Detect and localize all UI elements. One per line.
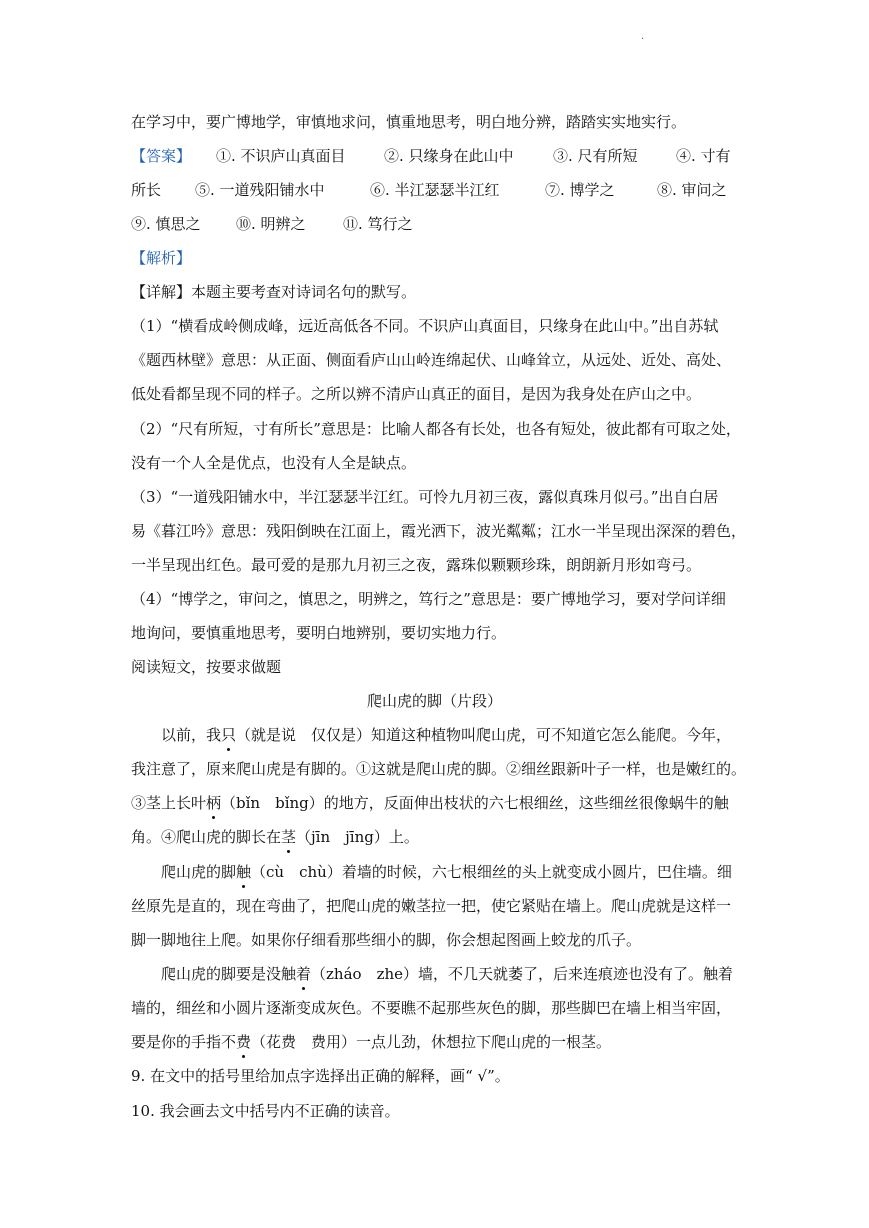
passage-line: 爬山虎的脚触（cù chù）着墙的时候，六七根细丝的头上就变成小圆片，巴住墙。细 bbox=[161, 863, 732, 881]
passage-line: 墙的，细丝和小圆片逐渐变成灰色。不要瞧不起那些灰色的脚，那些脚巴在墙上相当牢固， bbox=[131, 999, 732, 1017]
passage-line: 爬山虎的脚要是没触着（zháo zhe）墙，不几天就萎了，后来连痕迹也没有了。触着 bbox=[161, 965, 734, 983]
detail-line: 一半呈现出红色。最可爱的是那九月初三之夜，露珠似颗颗珍珠，朗朗新月形如弯弓。 bbox=[131, 556, 702, 574]
passage-line: 脚一脚地往上爬。如果你仔细看那些细小的脚，你会想起图画上蛟龙的爪子。 bbox=[131, 931, 642, 949]
header-mark: · bbox=[641, 34, 645, 45]
passage-line: ③茎上长叶柄（bǐn bǐng）的地方，反面伸出枝状的六七根细丝，这些细丝很像蜗牛的触 bbox=[131, 794, 729, 812]
dotted-char: 柄 bbox=[206, 794, 222, 812]
answer-item: ③. 尺有所短 bbox=[553, 147, 638, 165]
passage-line: 我注意了，原来爬山虎是有脚的。①这就是爬山虎的脚。②细丝跟新叶子一样，也是嫩红的。 bbox=[131, 760, 747, 778]
detail-line: （4）“博学之，审问之，慎思之，明辨之，笃行之”意思是：要广博地学习，要对学问详细 bbox=[131, 590, 726, 608]
analysis-tag: 【解析】 bbox=[131, 249, 192, 267]
answer-item: ⑩. 明辨之 bbox=[236, 215, 306, 233]
answer-item: ⑪. 笃行之 bbox=[343, 215, 413, 233]
answer-item: ②. 只缘身在此山中 bbox=[384, 147, 514, 165]
dotted-char: 只 bbox=[221, 726, 237, 744]
detail-line: 地询问，要慎重地思考，要明白地辨别，要切实地力行。 bbox=[131, 624, 507, 642]
question-10: 10. 我会画去文中括号内不正确的读音。 bbox=[131, 1102, 400, 1120]
detail-line: 低处看都呈现不同的样子。之所以辨不清庐山真正的面目，是因为我身处在庐山之中。 bbox=[131, 385, 702, 403]
answer-item: ⑦. 博学之 bbox=[545, 181, 615, 199]
passage-line: 要是你的手指不费（花费 费用）一点儿劲，休想拉下爬山虎的一根茎。 bbox=[131, 1033, 612, 1051]
detail-line: 易《暮江吟》意思：残阳倒映在江面上，霞光洒下，波光粼粼；江水一半呈现出深深的碧色， bbox=[131, 522, 747, 540]
answer-item: ⑤. 一道残阳铺水中 bbox=[195, 181, 325, 199]
passage-line: 以前，我只（就是说 仅仅是）知道这种植物叫爬山虎，可不知道它怎么能爬。今年， bbox=[161, 726, 732, 744]
answer-item: 所长 bbox=[131, 181, 162, 199]
detail-line: 《题西林壁》意思：从正面、侧面看庐山山岭连绵起伏、山峰耸立，从远处、近处、高处、 bbox=[131, 351, 732, 369]
reading-instruction: 阅读短文，按要求做题 bbox=[131, 658, 282, 676]
answer-item: ①. 不识庐山真面目 bbox=[216, 147, 346, 165]
answer-item: ⑥. 半江瑟瑟半江红 bbox=[370, 181, 500, 199]
detail-line: （1）“横看成岭侧成峰，远近高低各不同。不识庐山真面目，只缘身在此山中。”出自苏轼 bbox=[131, 317, 719, 335]
dotted-char: 茎 bbox=[281, 828, 297, 846]
detail-line: （3）“一道残阳铺水中，半江瑟瑟半江红。可怜九月初三夜，露似真珠月似弓。”出自白居 bbox=[131, 488, 719, 506]
dotted-char: 触 bbox=[236, 863, 252, 881]
passage-line: 丝原先是直的，现在弯曲了，把爬山虎的嫩茎拉一把，使它紧贴在墙上。爬山虎就是这样一 bbox=[131, 897, 732, 915]
passage-line: 角。④爬山虎的脚长在茎（jīn jīng）上。 bbox=[131, 828, 419, 846]
answer-item: ④. 寸有 bbox=[676, 147, 731, 165]
dotted-char: 费 bbox=[236, 1033, 252, 1051]
passage-title: 爬山虎的脚（片段） bbox=[366, 692, 502, 710]
answer-tag: 【答案】 bbox=[131, 147, 192, 165]
answer-item: ⑧. 审问之 bbox=[657, 181, 727, 199]
detail-intro: 【详解】本题主要考查对诗词名句的默写。 bbox=[131, 283, 417, 301]
detail-line: 没有一个人全是优点，也没有人全是缺点。 bbox=[131, 454, 417, 472]
answer-item: ⑨. 慎思之 bbox=[131, 215, 201, 233]
intro-line: 在学习中，要广博地学，审慎地求问，慎重地思考，明白地分辨，踏踏实实地实行。 bbox=[131, 113, 687, 131]
question-9: 9. 在文中的括号里给加点字选择出正确的解释，画“ √”。 bbox=[131, 1067, 510, 1085]
detail-line: （2）“尺有所短，寸有所长”意思是：比喻人都各有长处，也各有短处，彼此都有可取之处， bbox=[131, 420, 741, 438]
dotted-char: 着 bbox=[296, 965, 312, 983]
